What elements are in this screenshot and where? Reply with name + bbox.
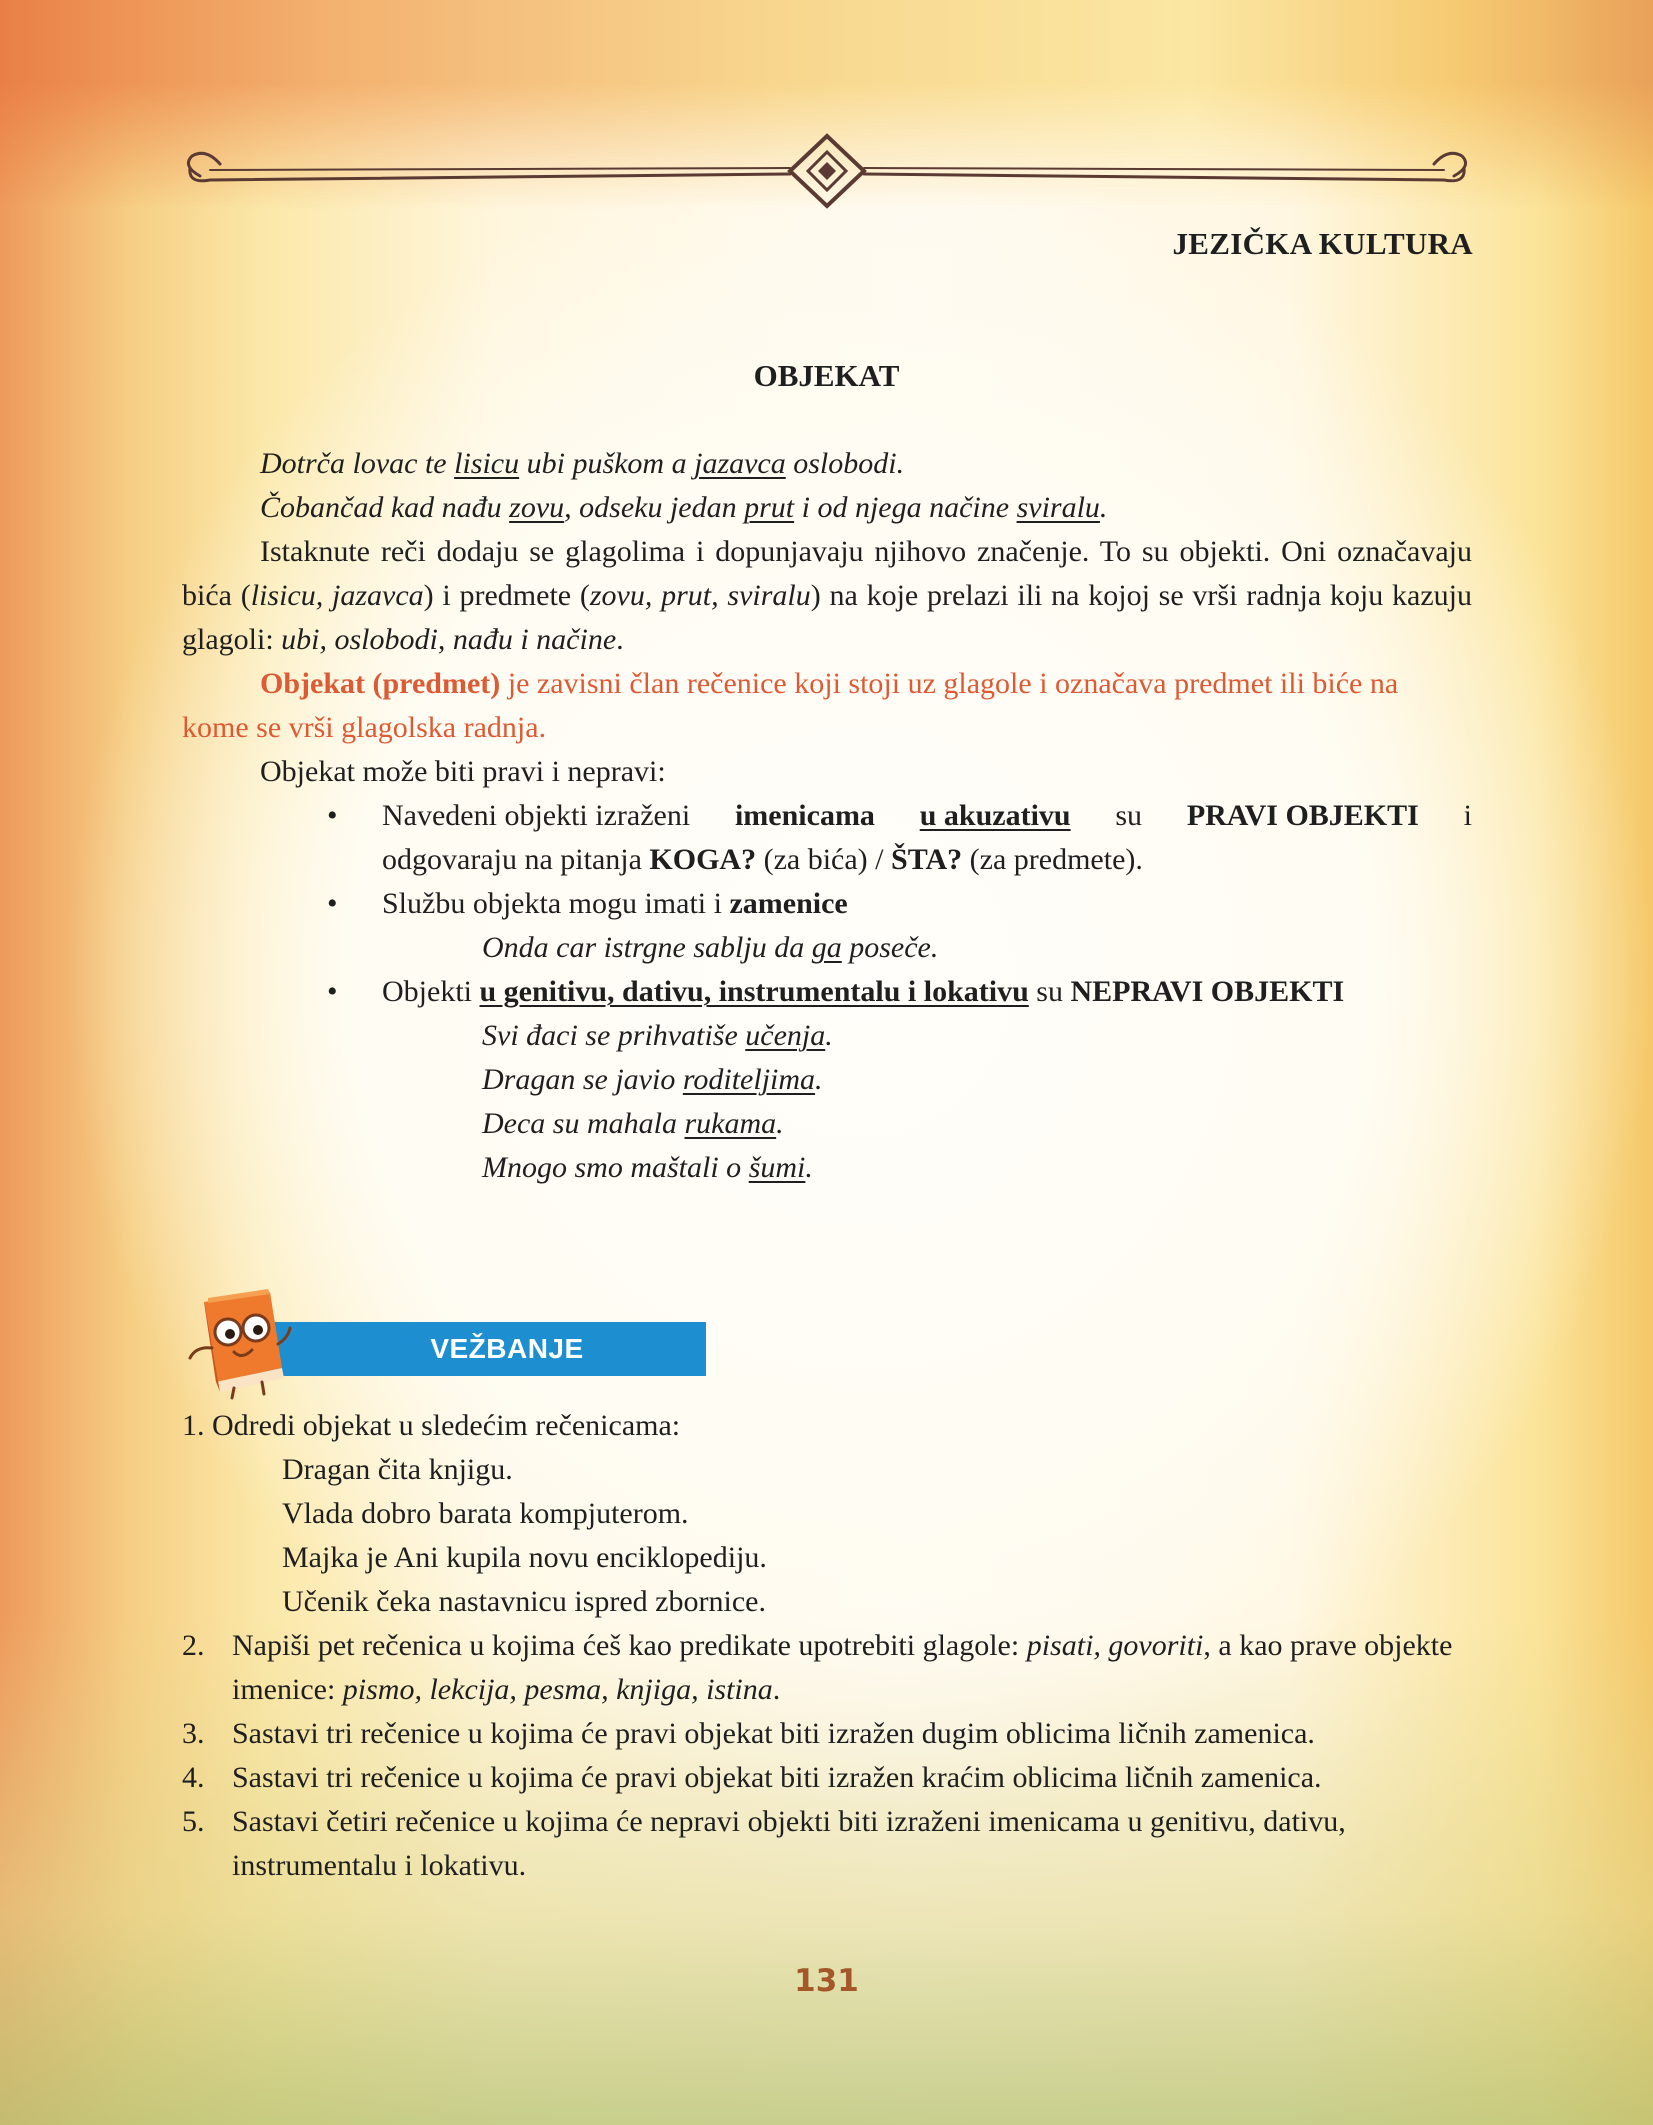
list-item: • Navedeni objekti izraženi imenicama u akuzativu su PRAVI OBJEKTI i odgovaraju na pitanja KOGA? (za bića) / ŠTA? (za predmete). <box>182 794 1472 882</box>
exercise-sentence: Dragan čita knjigu. <box>282 1453 513 1486</box>
example-sentence: Dragan se javio roditeljima. <box>482 1063 823 1096</box>
bullet-icon: • <box>327 975 338 1008</box>
book-mascot-icon <box>182 1288 292 1400</box>
explanation-paragraph: Istaknute reči dodaju se glagolima i dopunjavaju njihovo značenje. To su objekti. Oni označavaju bića (lisicu, jazavca) i predmete (zovu, prut, sviralu) na koje prelazi ili na kojoj se vrši radnja koju kazuju glagoli: ubi, oslobodi, nađu i načine. <box>182 535 1472 656</box>
object-kinds-intro: Objekat može biti pravi i nepravi: <box>260 755 666 788</box>
banner-label: VEŽBANJE <box>430 1333 584 1364</box>
example-sentence: Svi đaci se prihvatiše učenja. <box>482 1019 833 1052</box>
exercise-sentence: Vlada dobro barata kompjuterom. <box>282 1497 689 1530</box>
page-title: OBJEKAT <box>753 358 900 393</box>
exercise-item-3: 3. Sastavi tri rečenice u kojima će pravi objekat biti izražen dugim oblicima ličnih zamenica. <box>182 1717 1315 1750</box>
exercise-sentence: Majka je Ani kupila novu enciklopediju. <box>282 1541 767 1574</box>
lesson-content <box>182 442 1472 1190</box>
exercise-list <box>182 1404 1472 1888</box>
exercise-item-2: 2. Napiši pet rečenica u kojima ćeš kao predikate upotrebiti glagole: pisati, govoriti, a kao prave objekte imenice: pismo, lekcija, pesma, knjiga, istina. <box>182 1629 1453 1706</box>
pronoun-example: Onda car istrgne sablju da ga poseče. <box>482 931 939 964</box>
ornament-divider <box>180 128 1474 216</box>
exercise-banner <box>182 1288 706 1400</box>
page-number: 131 <box>794 1963 859 1999</box>
example-sentence-1: Dotrča lovac te lisicu ubi puškom a jazavca oslobodi. <box>260 447 905 480</box>
list-item: • Službu objekta mogu imati i zamenice <box>182 882 1472 926</box>
exercise-sentence: Učenik čeka nastavnicu ispred zbornice. <box>282 1585 766 1618</box>
section-title: JEZIČKA KULTURA <box>1172 226 1473 261</box>
list-item: • Objekti u genitivu, dativu, instrumentalu i lokativu su NEPRAVI OBJEKTI <box>182 970 1472 1014</box>
example-sentence: Deca su mahala rukama. <box>482 1107 784 1140</box>
definition-paragraph: Objekat (predmet) je zavisni član rečenice koji stoji uz glagole i označava predmet ili biće na kome se vrši glagolska radnja. <box>182 667 1399 744</box>
object-types-list <box>182 794 1472 1190</box>
exercise-item-1: 1. Odredi objekat u sledećim rečenicama: <box>182 1409 681 1442</box>
example-sentence-2: Čobančad kad nađu zovu, odseku jedan prut i od njega načine sviralu. <box>260 491 1108 524</box>
example-sentence: Mnogo smo maštali o šumi. <box>482 1151 813 1184</box>
banner-bar <box>230 1322 706 1376</box>
exercise-item-5: 5. Sastavi četiri rečenice u kojima će nepravi objekti biti izraženi imenicama u genitivu, dativu, instrumentalu i lokativu. <box>182 1805 1346 1882</box>
exercise-item-4: 4. Sastavi tri rečenice u kojima će pravi objekat biti izražen kraćim oblicima ličnih zamenica. <box>182 1761 1322 1794</box>
bullet-icon: • <box>327 887 338 920</box>
bullet-icon: • <box>327 799 338 832</box>
